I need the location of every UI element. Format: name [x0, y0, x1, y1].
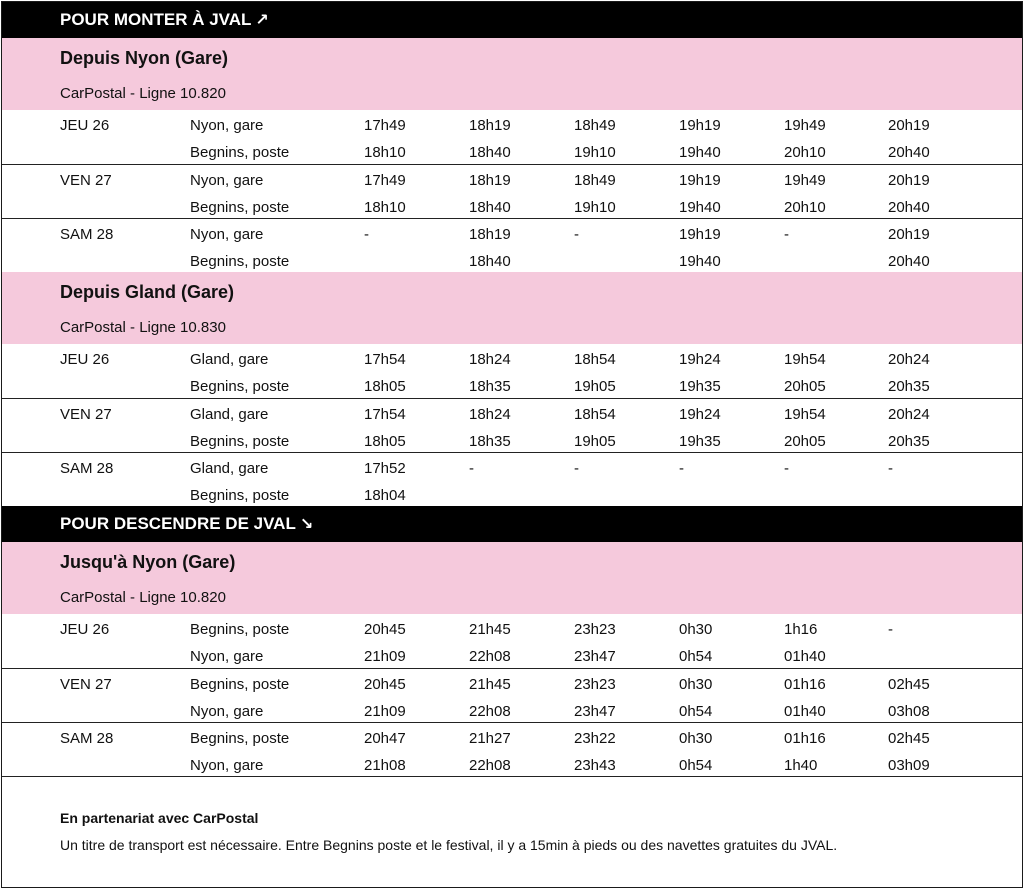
departure-time: 20h05 [784, 378, 826, 395]
departure-time: 21h27 [469, 730, 511, 747]
stop-name: Nyon, gare [190, 757, 264, 774]
day-label: SAM 28 [60, 730, 114, 747]
stop-name: Gland, gare [190, 406, 269, 423]
day-label: VEN 27 [60, 172, 112, 189]
departure-time: 21h45 [469, 621, 511, 638]
stop-name: Nyon, gare [190, 117, 264, 134]
route-header [2, 38, 1022, 110]
stop-name: Nyon, gare [190, 648, 264, 665]
day-block [2, 398, 1022, 452]
departure-time: 18h24 [469, 351, 511, 368]
section-header [2, 506, 1022, 542]
departure-time: 18h35 [469, 378, 511, 395]
timetable-sheet [1, 1, 1023, 888]
departure-time: 20h19 [888, 117, 930, 134]
footer-text: Un titre de transport est nécessaire. Entre Begnins poste et le festival, il y a 15min à pieds ou des navettes gratuites du JVAL. [60, 837, 838, 853]
stop-name: Nyon, gare [190, 226, 264, 243]
departure-time: 18h54 [574, 351, 616, 368]
route-line: CarPostal - Ligne 10.830 [60, 319, 226, 336]
departure-time: 17h49 [364, 117, 406, 134]
departure-time: 19h10 [574, 144, 616, 161]
departure-time: 21h08 [364, 757, 406, 774]
stop-name: Gland, gare [190, 460, 269, 477]
departure-time: 21h09 [364, 648, 406, 665]
departure-time: 20h35 [888, 433, 930, 450]
departure-time: 18h10 [364, 144, 406, 161]
departure-time: 03h08 [888, 703, 930, 720]
departure-time: 18h19 [469, 117, 511, 134]
departure-time: 23h43 [574, 757, 616, 774]
footer-heading: En partenariat avec CarPostal [60, 810, 259, 826]
departure-time: 20h40 [888, 199, 930, 216]
departure-time: 20h19 [888, 226, 930, 243]
departure-time: 18h40 [469, 253, 511, 270]
route-header [2, 542, 1022, 614]
departure-time: 18h19 [469, 172, 511, 189]
departure-time: 19h40 [679, 144, 721, 161]
departure-time: 18h40 [469, 199, 511, 216]
route-title: Depuis Gland (Gare) [60, 282, 235, 302]
departure-time: - [469, 460, 474, 477]
departure-time: 0h54 [679, 703, 713, 720]
departure-time: 19h49 [784, 117, 826, 134]
day-label: SAM 28 [60, 460, 114, 477]
departure-time: 20h40 [888, 253, 930, 270]
section-title: POUR MONTER À JVAL [60, 10, 252, 29]
departure-time: 19h40 [679, 253, 721, 270]
route-line: CarPostal - Ligne 10.820 [60, 589, 226, 606]
route-header [2, 272, 1022, 344]
route-title: Jusqu'à Nyon (Gare) [60, 552, 236, 572]
departure-time: 20h19 [888, 172, 930, 189]
stop-name: Gland, gare [190, 351, 269, 368]
departure-time: 19h24 [679, 351, 721, 368]
departure-time: 22h08 [469, 757, 511, 774]
departure-time: 20h24 [888, 406, 930, 423]
departure-time: 02h45 [888, 676, 930, 693]
departure-time: - [364, 226, 369, 243]
departure-time: - [679, 460, 684, 477]
departure-time: 18h19 [469, 226, 511, 243]
departure-time: 20h10 [784, 144, 826, 161]
day-label: JEU 26 [60, 351, 110, 368]
departure-time: 19h19 [679, 117, 721, 134]
day-block [2, 164, 1022, 218]
departure-time: 19h24 [679, 406, 721, 423]
route-title: Depuis Nyon (Gare) [60, 48, 229, 68]
departure-time: 18h24 [469, 406, 511, 423]
departure-time: 17h49 [364, 172, 406, 189]
departure-time: 19h40 [679, 199, 721, 216]
departure-time: - [784, 226, 789, 243]
departure-time: 18h04 [364, 487, 406, 504]
day-block [2, 110, 1022, 164]
departure-time: 1h16 [784, 621, 818, 638]
departure-time: 0h30 [679, 730, 713, 747]
departure-time: 20h45 [364, 676, 406, 693]
stop-name: Nyon, gare [190, 172, 264, 189]
day-label: VEN 27 [60, 676, 112, 693]
day-block [2, 722, 1022, 776]
departure-time: 19h54 [784, 406, 826, 423]
stop-name: Begnins, poste [190, 730, 290, 747]
stop-name: Begnins, poste [190, 433, 290, 450]
arrow-down-right-icon: ↘ [299, 516, 314, 533]
departure-time: - [574, 226, 579, 243]
day-block [2, 614, 1022, 668]
departure-time: 19h54 [784, 351, 826, 368]
day-label: VEN 27 [60, 406, 112, 423]
departure-time: 20h10 [784, 199, 826, 216]
departure-time: 17h54 [364, 351, 406, 368]
departure-time: 17h52 [364, 460, 406, 477]
departure-time: 19h05 [574, 378, 616, 395]
stop-name: Nyon, gare [190, 703, 264, 720]
departure-time: 19h49 [784, 172, 826, 189]
departure-time: 01h16 [784, 676, 826, 693]
section-header [2, 2, 1022, 38]
route-line: CarPostal - Ligne 10.820 [60, 85, 226, 102]
departure-time: 21h45 [469, 676, 511, 693]
day-label: JEU 26 [60, 621, 110, 638]
departure-time: 20h47 [364, 730, 406, 747]
stop-name: Begnins, poste [190, 253, 290, 270]
departure-time: 18h05 [364, 378, 406, 395]
departure-time: 0h54 [679, 757, 713, 774]
stop-name: Begnins, poste [190, 676, 290, 693]
departure-time: 22h08 [469, 703, 511, 720]
day-block [2, 344, 1022, 398]
departure-time: 18h10 [364, 199, 406, 216]
departure-time: 18h05 [364, 433, 406, 450]
departure-time: 23h47 [574, 703, 616, 720]
footer-note [2, 776, 1022, 887]
departure-time: - [888, 460, 893, 477]
departure-time: 20h24 [888, 351, 930, 368]
day-label: JEU 26 [60, 117, 110, 134]
day-block [2, 218, 1022, 272]
departure-time: - [784, 460, 789, 477]
stop-name: Begnins, poste [190, 378, 290, 395]
stop-name: Begnins, poste [190, 144, 290, 161]
stop-name: Begnins, poste [190, 487, 290, 504]
departure-time: 02h45 [888, 730, 930, 747]
departure-time: 23h23 [574, 621, 616, 638]
arrow-up-right-icon: ↗ [255, 12, 269, 29]
section-title: POUR DESCENDRE DE JVAL [60, 514, 296, 533]
departure-time: 20h40 [888, 144, 930, 161]
departure-time: 0h30 [679, 676, 713, 693]
departure-time: 17h54 [364, 406, 406, 423]
departure-time: 20h35 [888, 378, 930, 395]
departure-time: 1h40 [784, 757, 818, 774]
departure-time: 19h05 [574, 433, 616, 450]
departure-time: 20h45 [364, 621, 406, 638]
departure-time: 18h49 [574, 117, 616, 134]
day-label: SAM 28 [60, 226, 114, 243]
departure-time: 18h54 [574, 406, 616, 423]
departure-time: 19h35 [679, 433, 721, 450]
departure-time: 0h54 [679, 648, 713, 665]
departure-time: - [574, 460, 579, 477]
departure-time: 20h05 [784, 433, 826, 450]
departure-time: 18h35 [469, 433, 511, 450]
departure-time: 22h08 [469, 648, 511, 665]
departure-time: 19h10 [574, 199, 616, 216]
departure-time: 18h40 [469, 144, 511, 161]
day-block [2, 668, 1022, 722]
day-block [2, 452, 1022, 506]
departure-time: 23h23 [574, 676, 616, 693]
departure-time: 0h30 [679, 621, 713, 638]
departure-time: 01h40 [784, 703, 826, 720]
departure-time: 23h47 [574, 648, 616, 665]
departure-time: 01h16 [784, 730, 826, 747]
departure-time: 21h09 [364, 703, 406, 720]
stop-name: Begnins, poste [190, 621, 290, 638]
departure-time: 03h09 [888, 757, 930, 774]
departure-time: 19h19 [679, 226, 721, 243]
departure-time: 23h22 [574, 730, 616, 747]
departure-time: - [888, 621, 893, 638]
departure-time: 19h35 [679, 378, 721, 395]
departure-time: 01h40 [784, 648, 826, 665]
departure-time: 19h19 [679, 172, 721, 189]
departure-time: 18h49 [574, 172, 616, 189]
stop-name: Begnins, poste [190, 199, 290, 216]
